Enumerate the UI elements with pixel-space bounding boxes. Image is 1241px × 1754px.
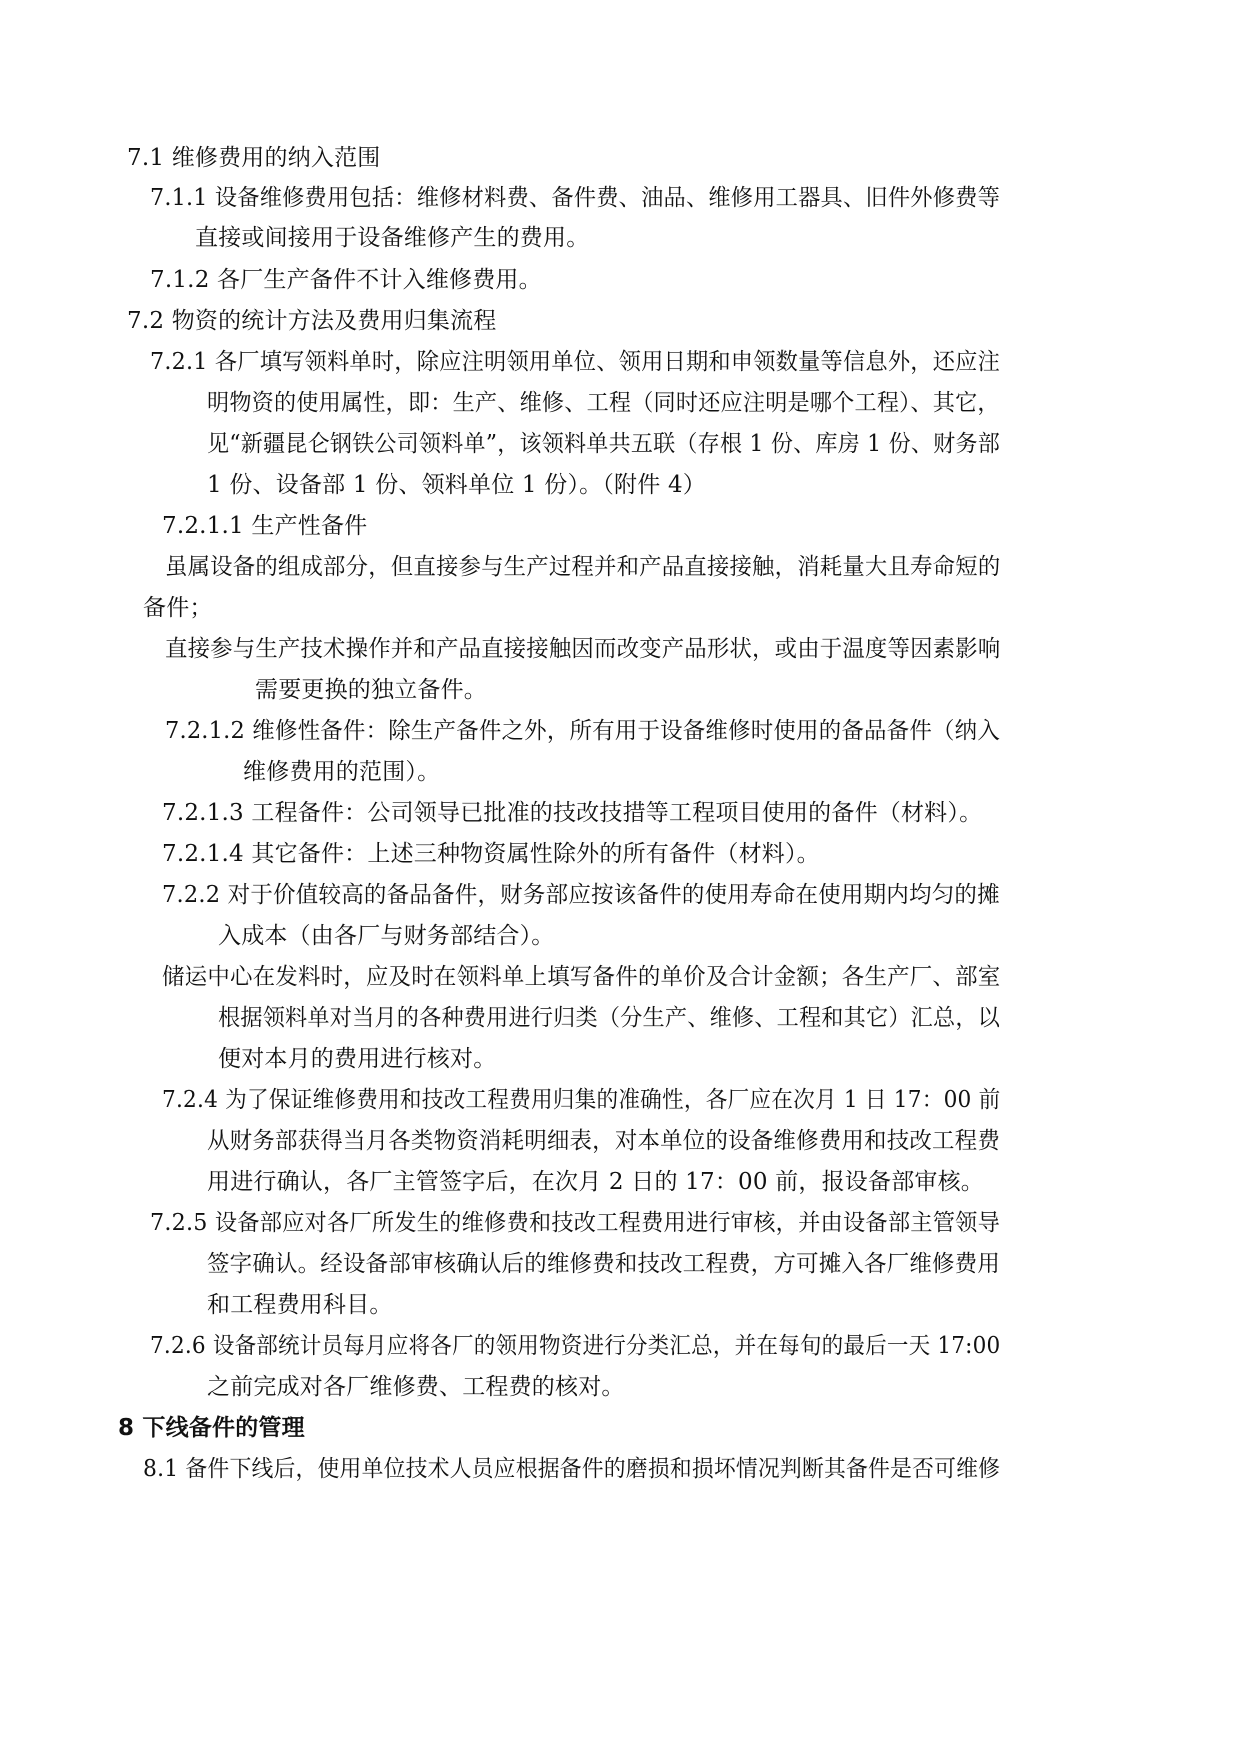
paragraph-7-2-1: 7.2.1 各厂填写领料单时，除应注明领用单位、领用日期和申领数量等信息外，还应注 — [150, 349, 1001, 375]
paragraph-7-2-5-cont2: 和工程费用科目。 — [207, 1292, 393, 1318]
paragraph-storage-center-cont2: 便对本月的费用进行核对。 — [218, 1046, 497, 1072]
paragraph-direct-contact-cont: 需要更换的独立备件。 — [255, 677, 487, 703]
paragraph-7-2-1-2: 7.2.1.2 维修性备件：除生产备件之外，所有用于设备维修时使用的备品备件（纳入 — [165, 718, 1000, 744]
paragraph-7-2-1-3: 7.2.1.3 工程备件：公司领导已批准的技改技措等工程项目使用的备件（材料）。 — [162, 800, 983, 826]
paragraph-7-1-1: 7.1.1 设备维修费用包括：维修材料费、备件费、油品、维修用工器具、旧件外修费等 — [150, 185, 1001, 211]
paragraph-8-1: 8.1 备件下线后，使用单位技术人员应根据备件的磨损和损坏情况判断其备件是否可维修 — [143, 1456, 1001, 1482]
paragraph-7-2-5: 7.2.5 设备部应对各厂所发生的维修费和技改工程费用进行审核，并由设备部主管领导 — [150, 1210, 1001, 1236]
paragraph-7-2-4-cont1: 从财务部获得当月各类物资消耗明细表，对本单位的设备维修费用和技改工程费 — [207, 1128, 1000, 1154]
paragraph-7-2-2: 7.2.2 对于价值较高的备品备件，财务部应按该备件的使用寿命在使用期内均匀的摊 — [162, 882, 1000, 908]
paragraph-7-2-4-cont2: 用进行确认，各厂主管签字后，在次月 2 日的 17：00 前，报设备部审核。 — [207, 1169, 985, 1195]
paragraph-7-2-6: 7.2.6 设备部统计员每月应将各厂的领用物资进行分类汇总，并在每旬的最后一天 17:00 — [150, 1333, 1001, 1359]
paragraph-production-parts-cont: 备件； — [143, 595, 213, 621]
paragraph-7-2-1-2-cont: 维修费用的范围）。 — [243, 759, 441, 785]
heading-7-2-1-1: 7.2.1.1 生产性备件 — [162, 513, 368, 539]
paragraph-7-2-1-cont2: 见“新疆昆仑钢铁公司领料单”，该领料单共五联（存根 1 份、库房 1 份、财务部 — [207, 431, 1000, 457]
paragraph-storage-center-cont1: 根据领料单对当月的各种费用进行归类（分生产、维修、工程和其它）汇总，以 — [218, 1005, 1001, 1031]
paragraph-7-2-6-cont: 之前完成对各厂维修费、工程费的核对。 — [207, 1374, 625, 1400]
paragraph-7-2-1-4: 7.2.1.4 其它备件：上述三种物资属性除外的所有备件（材料）。 — [162, 841, 820, 867]
heading-section-8: 8 下线备件的管理 — [118, 1415, 305, 1441]
paragraph-production-parts: 虽属设备的组成部分，但直接参与生产过程并和产品直接接触，消耗量大且寿命短的 — [165, 554, 1001, 580]
heading-7-1: 7.1 维修费用的纳入范围 — [127, 145, 381, 171]
paragraph-storage-center: 储运中心在发料时，应及时在领料单上填写备件的单价及合计金额；各生产厂、部室 — [162, 964, 1001, 990]
paragraph-direct-contact: 直接参与生产技术操作并和产品直接接触因而改变产品形状，或由于温度等因素影响 — [165, 636, 1001, 662]
paragraph-7-2-2-cont: 入成本（由各厂与财务部结合）。 — [218, 923, 555, 949]
paragraph-7-2-5-cont1: 签字确认。经设备部审核确认后的维修费和技改工程费，方可摊入各厂维修费用 — [207, 1251, 1000, 1277]
paragraph-7-2-4: 7.2.4 为了保证维修费用和技改工程费用归集的准确性，各厂应在次月 1 日 17：00 前 — [162, 1087, 1001, 1113]
paragraph-7-2-1-cont3: 1 份、设备部 1 份、领料单位 1 份）。（附件 4） — [207, 472, 706, 498]
paragraph-7-1-1-cont: 直接或间接用于设备维修产生的费用。 — [195, 225, 590, 251]
paragraph-7-1-2: 7.1.2 各厂生产备件不计入维修费用。 — [150, 267, 542, 293]
heading-7-2: 7.2 物资的统计方法及费用归集流程 — [127, 308, 497, 334]
paragraph-7-2-1-cont1: 明物资的使用属性，即：生产、维修、工程（同时还应注明是哪个工程）、其它， — [207, 390, 1000, 416]
